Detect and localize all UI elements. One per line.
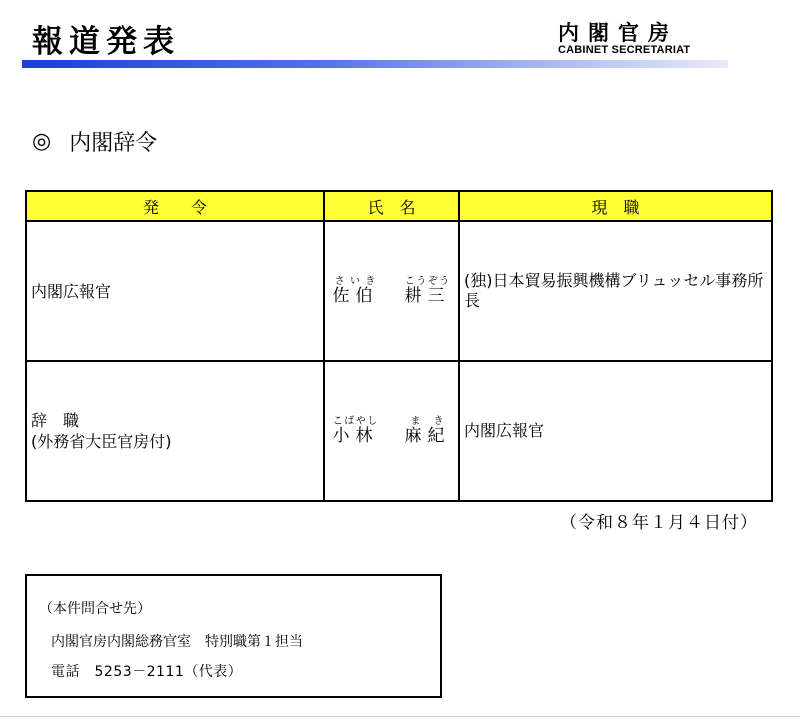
name-cell bbox=[324, 361, 459, 501]
family-name: 小林こばやし bbox=[332, 416, 379, 446]
contact-title: （本件問合せ先） bbox=[39, 601, 151, 617]
contact-box bbox=[25, 574, 442, 698]
column-header-current-post: 現 職 bbox=[459, 191, 772, 221]
section-heading bbox=[32, 126, 157, 157]
family-name: 佐伯さいき bbox=[332, 276, 379, 306]
order-cell bbox=[26, 221, 324, 361]
name-cell bbox=[324, 221, 459, 361]
given-name-reading: まき bbox=[404, 416, 451, 427]
given-name-reading: こうぞう bbox=[404, 276, 451, 287]
page-title: 報道発表 bbox=[32, 24, 180, 60]
contact-phone: 電話 5253－2111（代表） bbox=[51, 664, 243, 680]
organization-name-en: CABINET SECRETARIAT bbox=[558, 44, 691, 56]
table-row bbox=[26, 361, 772, 501]
contact-office: 内閣官房内閣総務官室 特別職第１担当 bbox=[51, 634, 303, 650]
table-row bbox=[26, 221, 772, 361]
section-heading-text: 内閣辞令 bbox=[69, 131, 158, 156]
order-note: (外務省大臣官房付) bbox=[31, 432, 172, 451]
double-circle-icon: ◎ bbox=[32, 129, 52, 154]
order-text: 辞 職 bbox=[31, 411, 80, 430]
family-name-reading: こばやし bbox=[332, 416, 379, 427]
table-header-row bbox=[26, 191, 772, 221]
order-cell bbox=[26, 361, 324, 501]
page-bottom-divider bbox=[0, 716, 800, 717]
column-header-order: 発 令 bbox=[26, 191, 324, 221]
family-name-reading: さいき bbox=[332, 276, 379, 287]
effective-date-note: （令和８年１月４日付） bbox=[560, 513, 758, 533]
header-divider-bar bbox=[22, 60, 728, 68]
column-header-name: 氏 名 bbox=[324, 191, 459, 221]
current-post-cell: (独)日本貿易振興機構ブリュッセル事務所長 bbox=[459, 221, 772, 361]
organization-name-jp: 内閣官房 bbox=[558, 21, 678, 45]
given-name: 耕三こうぞう bbox=[404, 276, 451, 306]
appointment-table bbox=[25, 190, 773, 502]
current-post-cell: 内閣広報官 bbox=[459, 361, 772, 501]
given-name: 麻紀まき bbox=[404, 416, 451, 446]
order-text: 内閣広報官 bbox=[31, 281, 112, 301]
